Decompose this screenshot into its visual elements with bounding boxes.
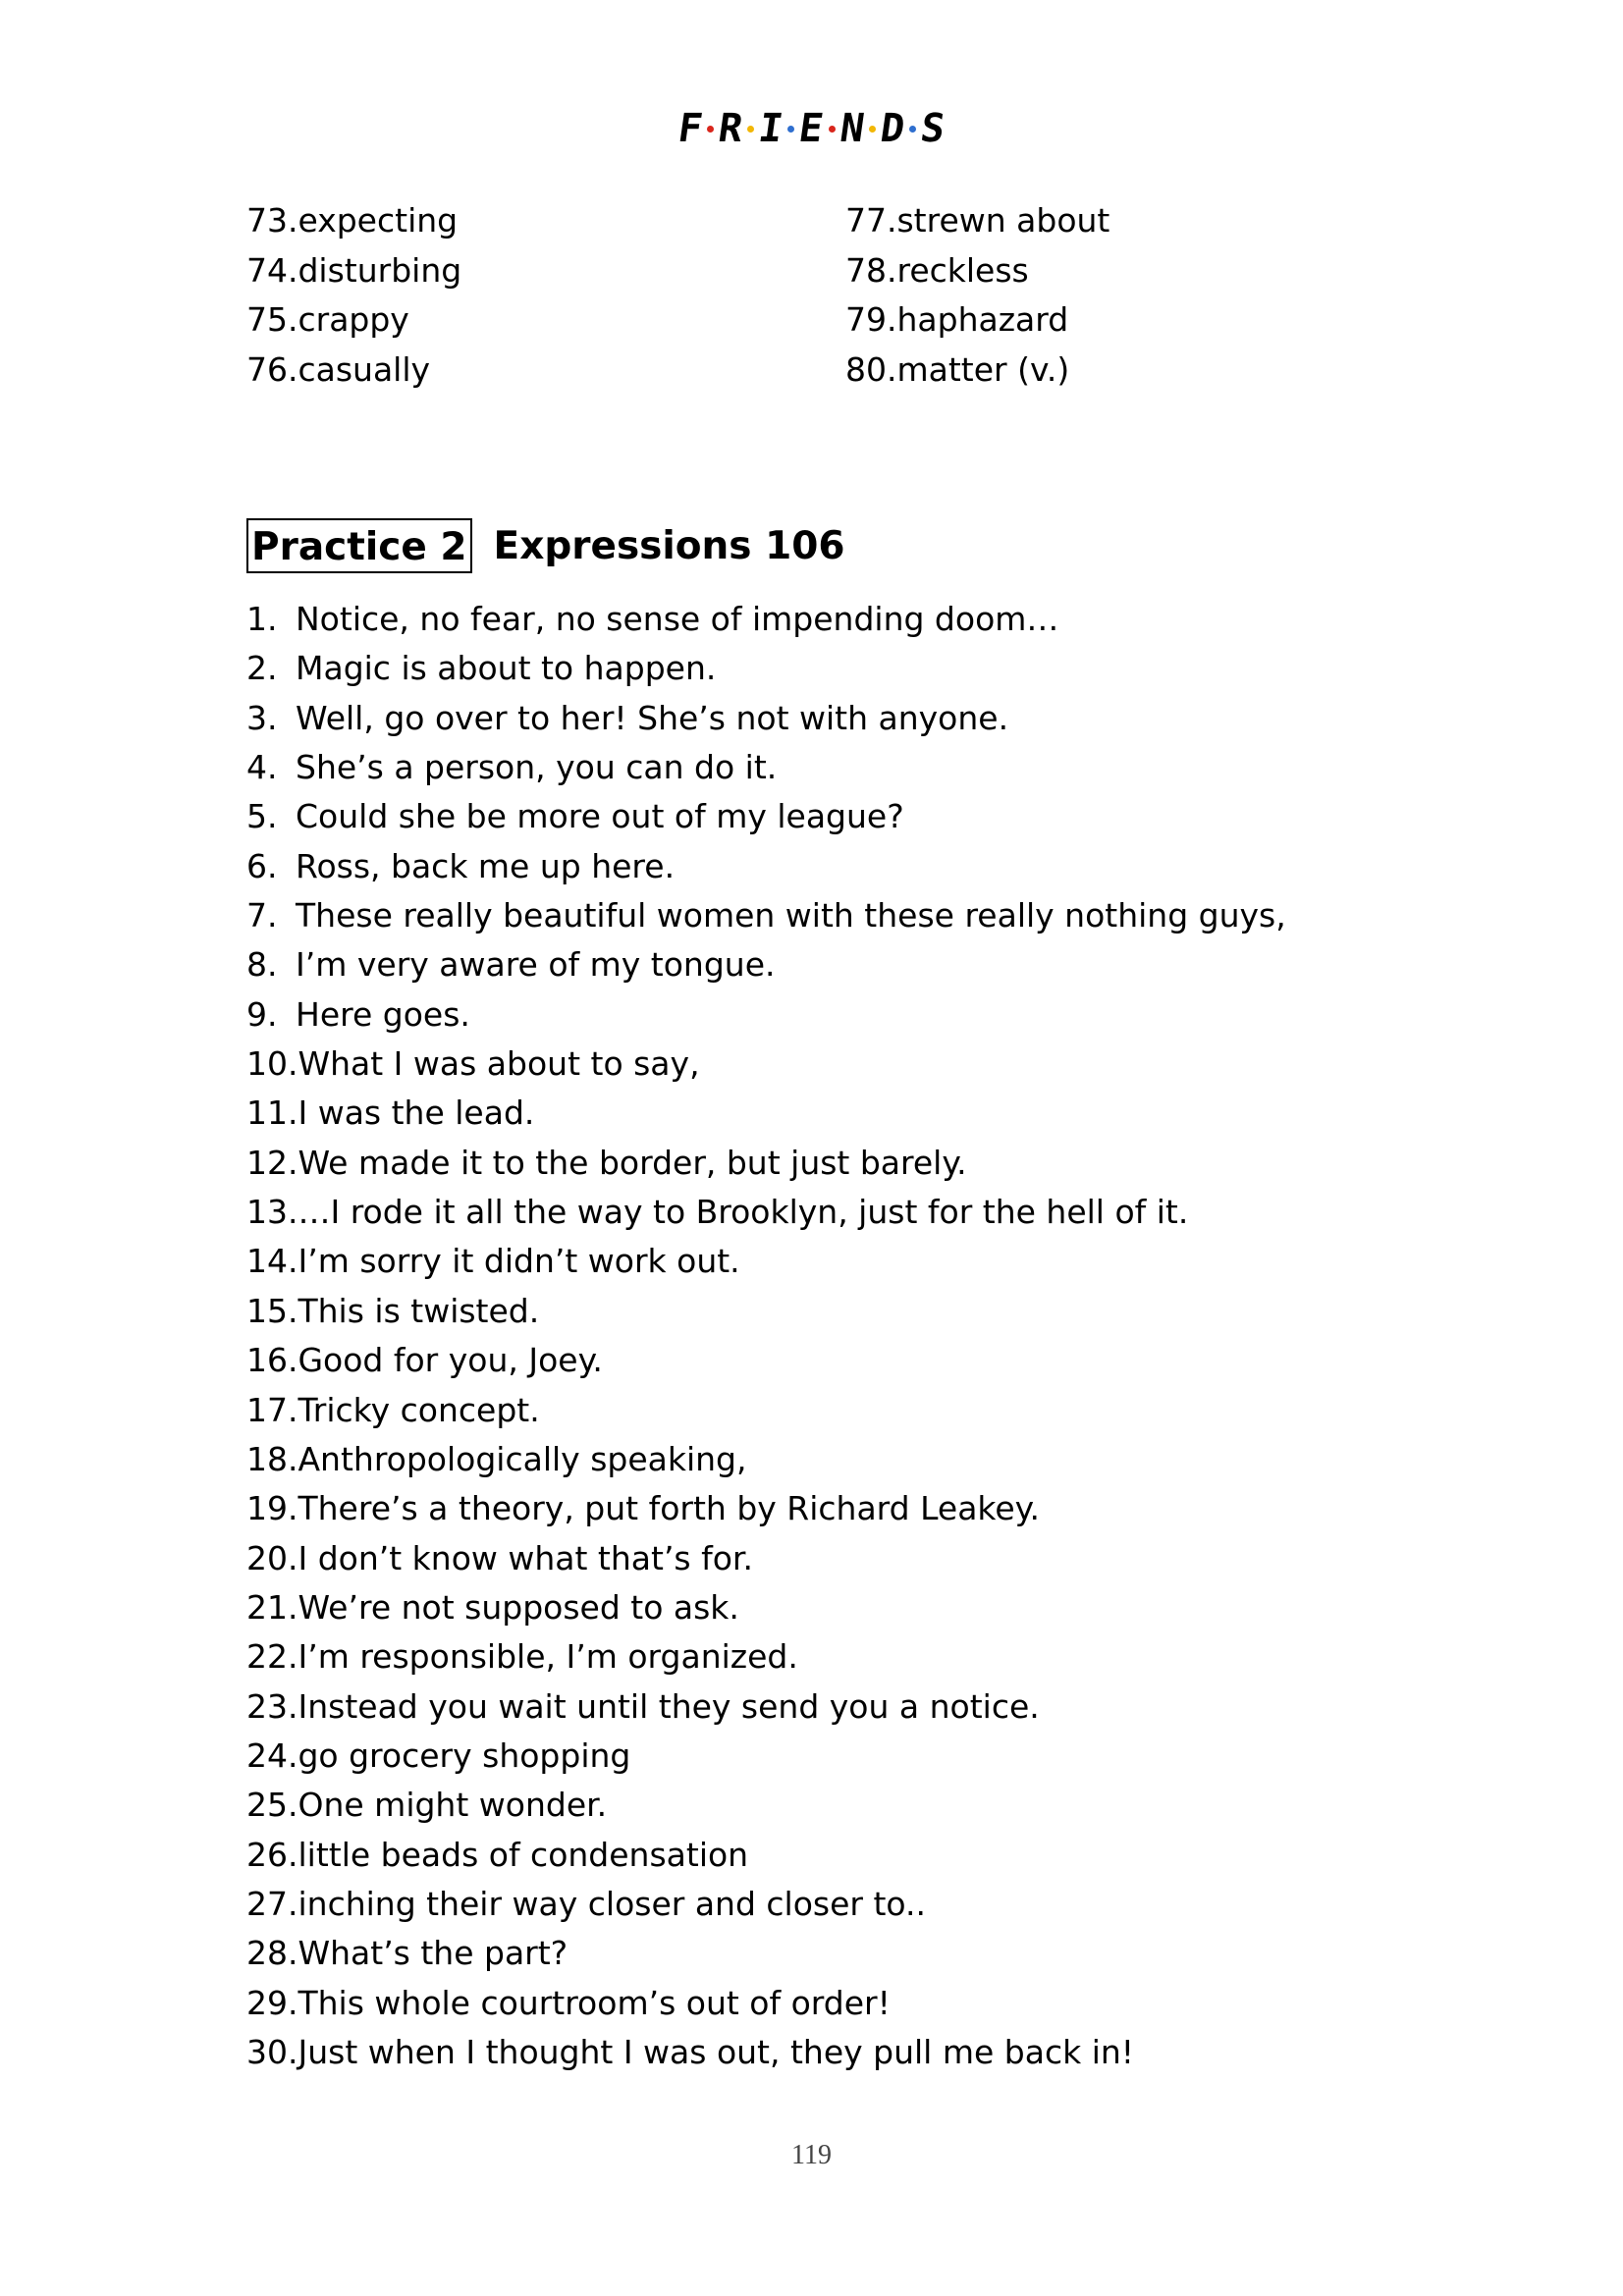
item-number: 19. [246, 1489, 298, 1528]
list-item [246, 1435, 1376, 1484]
logo-dot-icon [707, 126, 714, 133]
list-item [246, 1979, 1376, 2028]
list-item [246, 990, 1376, 1040]
logo-dot-icon [869, 126, 876, 133]
section-title: Expressions 106 [493, 523, 845, 568]
item-text: I’m sorry it didn’t work out. [298, 1242, 740, 1281]
item-text: …I rode it all the way to Brooklyn, just for the hell of it. [298, 1193, 1189, 1232]
vocabulary-item: 74.disturbing [246, 250, 462, 290]
item-text: We made it to the border, but just barely. [298, 1143, 967, 1182]
item-number: 24. [246, 1735, 298, 1775]
list-item [246, 694, 1376, 743]
list-item [246, 1040, 1376, 1089]
item-text: What’s the part? [298, 1934, 568, 1973]
list-item [246, 2028, 1376, 2077]
practice-label: Practice 2 [246, 518, 472, 573]
list-item [246, 1732, 1376, 1781]
vocabulary-column-left [246, 196, 461, 395]
item-number: 29. [246, 1983, 298, 2022]
list-item [246, 1188, 1376, 1237]
logo-letter: N [837, 106, 867, 151]
logo-letter: F [675, 106, 706, 151]
list-item [246, 595, 1376, 644]
vocabulary-item: 73.expecting [246, 201, 459, 240]
vocabulary-item: 75.crappy [246, 300, 409, 339]
item-text: Here goes. [296, 994, 470, 1034]
logo-letter: R [716, 106, 746, 151]
list-item [246, 1781, 1376, 1830]
item-text: These really beautiful women with these really nothing guys, [296, 896, 1286, 935]
list-item [246, 1929, 1376, 1978]
list-item [246, 1139, 1376, 1188]
item-number: 27. [246, 1884, 298, 1923]
item-text: Tricky concept. [298, 1390, 540, 1429]
list-item [246, 1880, 1376, 1929]
item-number: 13. [246, 1193, 298, 1232]
logo-letter: E [796, 106, 827, 151]
item-text: She’s a person, you can do it. [296, 748, 778, 787]
item-number: 21. [246, 1587, 298, 1627]
item-text: go grocery shopping [298, 1735, 631, 1775]
item-number: 22. [246, 1637, 298, 1677]
item-text: This whole courtroom’s out of order! [298, 1983, 891, 2022]
item-text: little beads of condensation [298, 1835, 749, 1874]
item-text: I don’t know what that’s for. [298, 1538, 753, 1577]
vocabulary-item: 77.strewn about [845, 201, 1110, 240]
list-item [246, 1632, 1376, 1682]
list-item [246, 792, 1376, 841]
vocabulary-item: 76.casually [246, 349, 431, 389]
item-number: 28. [246, 1934, 298, 1973]
item-number: 30. [246, 2032, 298, 2071]
item-number: 14. [246, 1242, 298, 1281]
item-number: 8. [246, 945, 278, 985]
item-text: Instead you wait until they send you a notice. [298, 1686, 1040, 1726]
item-text: Ross, back me up here. [296, 846, 676, 885]
item-number: 3. [246, 698, 278, 737]
vocabulary-item: 80.matter (v.) [845, 349, 1070, 389]
item-text: Well, go over to her! She’s not with anyone. [296, 698, 1009, 737]
item-number: 26. [246, 1835, 298, 1874]
page-number: 119 [791, 2140, 832, 2170]
vocabulary-column-right [845, 196, 1109, 395]
list-item [246, 743, 1376, 792]
vocabulary-item: 78.reckless [845, 250, 1029, 290]
item-text: One might wonder. [298, 1786, 608, 1825]
item-text: Good for you, Joey. [298, 1341, 603, 1380]
list-item [246, 1484, 1376, 1533]
section-heading [246, 516, 845, 575]
item-text: Just when I thought I was out, they pull me back in! [298, 2032, 1135, 2071]
logo-dot-icon [909, 126, 916, 133]
item-text: There’s a theory, put forth by Richard Leakey. [298, 1489, 1040, 1528]
item-number: 18. [246, 1439, 298, 1478]
item-number: 25. [246, 1786, 298, 1825]
logo-letters [675, 106, 948, 151]
item-number: 11. [246, 1094, 298, 1133]
item-text: We’re not supposed to ask. [298, 1587, 739, 1627]
item-number: 9. [246, 994, 278, 1034]
list-item [246, 1831, 1376, 1880]
item-text: I’m very aware of my tongue. [296, 945, 776, 985]
item-number: 7. [246, 896, 278, 935]
friends-logo [0, 106, 1623, 151]
list-item [246, 940, 1376, 989]
item-text: Anthropologically speaking, [298, 1439, 747, 1478]
item-number: 17. [246, 1390, 298, 1429]
logo-dot-icon [829, 126, 836, 133]
logo-dot-icon [747, 126, 754, 133]
item-text: Notice, no fear, no sense of impending doom… [296, 600, 1059, 638]
item-number: 10. [246, 1044, 298, 1084]
item-number: 2. [246, 649, 278, 688]
item-text: Could she be more out of my league? [296, 797, 904, 836]
item-text: inching their way closer and closer to.. [298, 1884, 926, 1923]
item-number: 15. [246, 1291, 298, 1330]
item-number: 6. [246, 846, 278, 885]
list-item [246, 1682, 1376, 1732]
item-text: What I was about to say, [298, 1044, 700, 1084]
item-number: 12. [246, 1143, 298, 1182]
item-number: 20. [246, 1538, 298, 1577]
item-number: 1. [246, 600, 278, 638]
list-item [246, 1237, 1376, 1286]
logo-letter: S [917, 106, 948, 151]
logo-letter: I [756, 106, 786, 151]
item-number: 5. [246, 797, 278, 836]
item-number: 23. [246, 1686, 298, 1726]
list-item [246, 1534, 1376, 1583]
item-number: 4. [246, 748, 278, 787]
list-item [246, 842, 1376, 891]
list-item [246, 1336, 1376, 1385]
item-text: I was the lead. [298, 1094, 535, 1133]
item-number: 16. [246, 1341, 298, 1380]
list-item [246, 1386, 1376, 1435]
logo-dot-icon [787, 126, 794, 133]
logo-letter: D [877, 106, 907, 151]
list-item [246, 1583, 1376, 1632]
expressions-list [246, 595, 1376, 2077]
item-text: I’m responsible, I’m organized. [298, 1637, 798, 1677]
list-item [246, 644, 1376, 693]
vocabulary-item: 79.haphazard [845, 300, 1069, 339]
list-item [246, 1089, 1376, 1138]
list-item [246, 891, 1376, 940]
list-item [246, 1287, 1376, 1336]
item-text: Magic is about to happen. [296, 649, 717, 688]
item-text: This is twisted. [298, 1291, 540, 1330]
